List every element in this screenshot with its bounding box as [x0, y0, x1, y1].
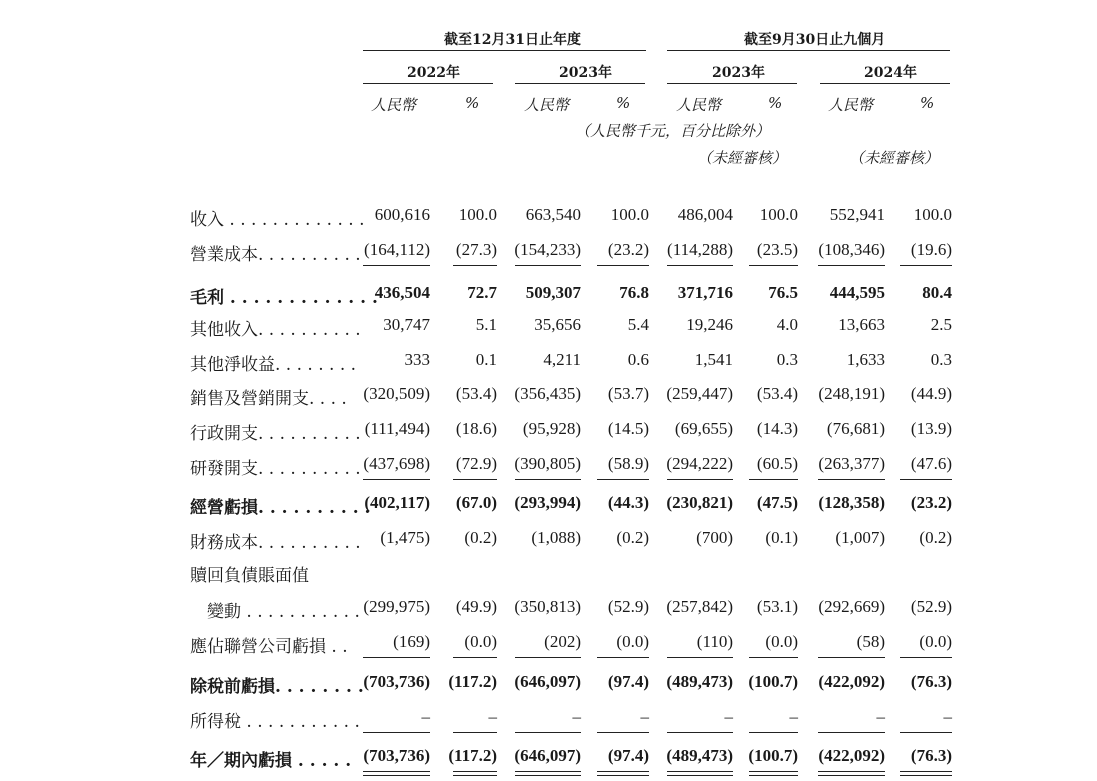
table-cell: (0.0): [765, 632, 798, 651]
subtotal-underline: [900, 479, 952, 480]
header-currency-3: 人民幣: [676, 96, 722, 114]
table-cell: (320,509): [363, 384, 430, 403]
table-cell: (646,097): [514, 746, 581, 765]
row-label: 其他淨收益. . . . . . . .: [190, 355, 357, 375]
total-double-underline: [749, 771, 798, 776]
table-cell: (128,358): [818, 493, 885, 512]
table-cell: –: [789, 707, 798, 726]
table-cell: 663,540: [525, 205, 581, 224]
table-cell: (293,994): [514, 493, 581, 512]
table-cell: (52.9): [910, 597, 952, 616]
table-cell: (117.2): [448, 672, 497, 691]
table-cell: (154,233): [514, 240, 581, 259]
table-cell: (97.4): [607, 672, 649, 691]
table-cell: (402,117): [364, 493, 430, 512]
row-label: 所得稅 . . . . . . . . . . .: [190, 712, 360, 732]
subtotal-underline: [453, 265, 497, 266]
header-group-nine-months-rule: [667, 50, 950, 51]
table-cell: (14.3): [756, 419, 798, 438]
header-currency-4: 人民幣: [828, 96, 874, 114]
table-cell: (0.2): [919, 528, 952, 547]
table-cell: 486,004: [677, 205, 733, 224]
subtotal-underline: [667, 732, 733, 733]
subtotal-underline: [453, 479, 497, 480]
table-cell: 0.1: [475, 350, 497, 369]
table-cell: 333: [404, 350, 430, 369]
table-cell: 100.0: [458, 205, 497, 224]
table-cell: (230,821): [666, 493, 733, 512]
table-cell: (44.9): [910, 384, 952, 403]
table-cell: (489,473): [666, 746, 733, 765]
table-cell: (47.6): [910, 454, 952, 473]
table-cell: (53.4): [756, 384, 798, 403]
total-double-underline: [597, 771, 649, 776]
table-cell: 4.0: [776, 315, 798, 334]
table-cell: 436,504: [374, 283, 430, 302]
table-cell: 100.0: [913, 205, 952, 224]
table-cell: (390,805): [514, 454, 581, 473]
table-cell: (52.9): [607, 597, 649, 616]
header-currency-2: 人民幣: [524, 96, 570, 114]
subtotal-underline: [900, 265, 952, 266]
table-cell: (356,435): [514, 384, 581, 403]
table-cell: (703,736): [363, 672, 430, 691]
table-cell: (23.5): [756, 240, 798, 259]
header-group-annual: 截至12月31日止年度: [444, 32, 581, 48]
table-cell: (292,669): [818, 597, 885, 616]
total-double-underline: [818, 771, 885, 776]
table-cell: (1,475): [380, 528, 430, 547]
row-label: 營業成本. . . . . . . . . .: [190, 245, 361, 265]
table-cell: (14.5): [607, 419, 649, 438]
table-cell: (100.7): [748, 746, 798, 765]
subtotal-underline: [515, 265, 581, 266]
header-year-rule-4: [820, 83, 950, 84]
total-double-underline: [515, 771, 581, 776]
header-year-2024: 2024年: [864, 65, 917, 81]
total-double-underline: [453, 771, 497, 776]
row-label: 行政開支. . . . . . . . . .: [190, 424, 361, 444]
table-cell: (110): [696, 632, 733, 651]
table-cell: (422,092): [818, 746, 885, 765]
subtotal-underline: [749, 265, 798, 266]
table-cell: (19.6): [910, 240, 952, 259]
table-cell: (1,007): [835, 528, 885, 547]
table-cell: (47.5): [756, 493, 798, 512]
row-label: 除稅前虧損. . . . . . . .: [190, 677, 364, 697]
table-cell: (0.0): [919, 632, 952, 651]
subtotal-underline: [363, 265, 430, 266]
table-cell: 371,716: [677, 283, 733, 302]
table-cell: 72.7: [467, 283, 497, 302]
row-label: 經營虧損. . . . . . . . . .: [190, 498, 371, 518]
row-label: 變動 . . . . . . . . . . .: [190, 602, 360, 622]
subtotal-underline: [818, 732, 885, 733]
table-cell: 1,633: [846, 350, 885, 369]
table-cell: –: [421, 707, 430, 726]
table-cell: (13.9): [910, 419, 952, 438]
subtotal-underline: [515, 657, 581, 658]
table-cell: 80.4: [922, 283, 952, 302]
row-label: 研發開支. . . . . . . . . .: [190, 459, 361, 479]
header-year-2023-nine: 2023年: [712, 65, 765, 81]
row-label: 應佔聯營公司虧損 . .: [190, 637, 348, 657]
header-percent-3: %: [768, 94, 783, 112]
table-cell: –: [876, 707, 885, 726]
subtotal-underline: [597, 657, 649, 658]
table-cell: (0.0): [464, 632, 497, 651]
table-cell: (44.3): [607, 493, 649, 512]
subtotal-underline: [900, 732, 952, 733]
subtotal-underline: [597, 265, 649, 266]
table-cell: (299,975): [363, 597, 430, 616]
subtotal-underline: [818, 479, 885, 480]
subtotal-underline: [749, 732, 798, 733]
table-cell: (1,088): [531, 528, 581, 547]
table-cell: 19,246: [686, 315, 733, 334]
table-cell: (69,655): [674, 419, 733, 438]
total-double-underline: [667, 771, 733, 776]
table-cell: 5.1: [475, 315, 497, 334]
table-cell: 13,663: [838, 315, 885, 334]
subtotal-underline: [749, 657, 798, 658]
subtotal-underline: [597, 732, 649, 733]
subtotal-underline: [453, 732, 497, 733]
subtotal-underline: [667, 657, 733, 658]
header-group-annual-rule: [363, 50, 646, 51]
table-cell: (97.4): [607, 746, 649, 765]
header-currency-1: 人民幣: [371, 96, 417, 114]
total-double-underline: [900, 771, 952, 776]
header-percent-1: %: [465, 94, 480, 112]
table-cell: (700): [696, 528, 733, 547]
table-cell: (111,494): [364, 419, 430, 438]
table-cell: (58): [856, 632, 885, 651]
table-cell: 35,656: [534, 315, 581, 334]
table-cell: (53.1): [756, 597, 798, 616]
table-cell: (60.5): [756, 454, 798, 473]
row-label: 收入 . . . . . . . . . . . . .: [190, 210, 365, 230]
table-cell: (437,698): [363, 454, 430, 473]
row-label: 毛利 . . . . . . . . . . . . .: [190, 288, 378, 308]
subtotal-underline: [818, 657, 885, 658]
table-cell: (53.4): [455, 384, 497, 403]
table-cell: (169): [393, 632, 430, 651]
table-cell: 76.5: [768, 283, 798, 302]
subtotal-underline: [900, 657, 952, 658]
table-cell: (350,813): [514, 597, 581, 616]
table-cell: (58.9): [607, 454, 649, 473]
table-cell: 100.0: [610, 205, 649, 224]
table-cell: –: [488, 707, 497, 726]
subtotal-underline: [515, 479, 581, 480]
header-group-nine-months: 截至9月30日止九個月: [744, 32, 886, 48]
header-year-2023-annual: 2023年: [559, 65, 612, 81]
table-cell: (0.2): [616, 528, 649, 547]
subtotal-underline: [363, 479, 430, 480]
table-cell: 509,307: [525, 283, 581, 302]
table-cell: (27.3): [455, 240, 497, 259]
row-label: 贖回負債賬面值: [190, 566, 309, 586]
total-double-underline: [363, 771, 430, 776]
unaudited-note-2: （未經審核）: [849, 149, 940, 167]
header-year-rule-3: [667, 83, 797, 84]
table-cell: (703,736): [363, 746, 430, 765]
table-cell: (646,097): [514, 672, 581, 691]
table-cell: (0.2): [464, 528, 497, 547]
table-cell: 2.5: [930, 315, 952, 334]
table-cell: 0.3: [776, 350, 798, 369]
subtotal-underline: [363, 657, 430, 658]
subtotal-underline: [667, 265, 733, 266]
table-cell: –: [724, 707, 733, 726]
table-cell: (108,346): [818, 240, 885, 259]
table-cell: –: [943, 707, 952, 726]
table-cell: (49.9): [455, 597, 497, 616]
subtotal-underline: [597, 479, 649, 480]
table-cell: (164,112): [364, 240, 430, 259]
table-cell: (248,191): [818, 384, 885, 403]
table-cell: (0.1): [765, 528, 798, 547]
subtotal-underline: [749, 479, 798, 480]
table-cell: 0.6: [627, 350, 649, 369]
table-cell: (489,473): [666, 672, 733, 691]
unaudited-note-1: （未經審核）: [697, 149, 788, 167]
table-cell: (67.0): [455, 493, 497, 512]
table-cell: 30,747: [383, 315, 430, 334]
table-cell: (23.2): [910, 493, 952, 512]
unit-note: （人民幣千元，百分比除外）: [575, 122, 771, 140]
table-cell: 4,211: [543, 350, 581, 369]
table-cell: (114,288): [667, 240, 733, 259]
table-cell: (257,842): [666, 597, 733, 616]
table-cell: (53.7): [607, 384, 649, 403]
row-label: 年／期內虧損 . . . . .: [190, 751, 352, 771]
table-cell: (76.3): [910, 672, 952, 691]
table-cell: (95,928): [522, 419, 581, 438]
table-cell: 1,541: [694, 350, 733, 369]
subtotal-underline: [515, 732, 581, 733]
table-cell: (72.9): [455, 454, 497, 473]
subtotal-underline: [363, 732, 430, 733]
subtotal-underline: [667, 479, 733, 480]
table-cell: 5.4: [627, 315, 649, 334]
table-cell: (202): [544, 632, 581, 651]
header-percent-4: %: [920, 94, 935, 112]
table-cell: (117.2): [448, 746, 497, 765]
table-cell: 76.8: [619, 283, 649, 302]
table-cell: (100.7): [748, 672, 798, 691]
table-cell: (422,092): [818, 672, 885, 691]
header-year-2022: 2022年: [407, 65, 460, 81]
table-cell: (0.0): [616, 632, 649, 651]
table-cell: 600,616: [374, 205, 430, 224]
subtotal-underline: [818, 265, 885, 266]
table-cell: (259,447): [666, 384, 733, 403]
table-cell: 444,595: [829, 283, 885, 302]
table-cell: (76.3): [910, 746, 952, 765]
subtotal-underline: [453, 657, 497, 658]
table-cell: (18.6): [455, 419, 497, 438]
table-cell: (294,222): [666, 454, 733, 473]
table-cell: 100.0: [759, 205, 798, 224]
table-cell: 552,941: [829, 205, 885, 224]
header-percent-2: %: [616, 94, 631, 112]
header-year-rule-1: [363, 83, 493, 84]
table-cell: –: [572, 707, 581, 726]
row-label: 其他收入. . . . . . . . . .: [190, 320, 361, 340]
row-label: 財務成本. . . . . . . . . .: [190, 533, 361, 553]
table-cell: (23.2): [607, 240, 649, 259]
table-cell: –: [640, 707, 649, 726]
table-cell: 0.3: [930, 350, 952, 369]
table-cell: (76,681): [826, 419, 885, 438]
row-label: 銷售及營銷開支. . . .: [190, 389, 347, 409]
table-cell: (263,377): [818, 454, 885, 473]
header-year-rule-2: [515, 83, 645, 84]
